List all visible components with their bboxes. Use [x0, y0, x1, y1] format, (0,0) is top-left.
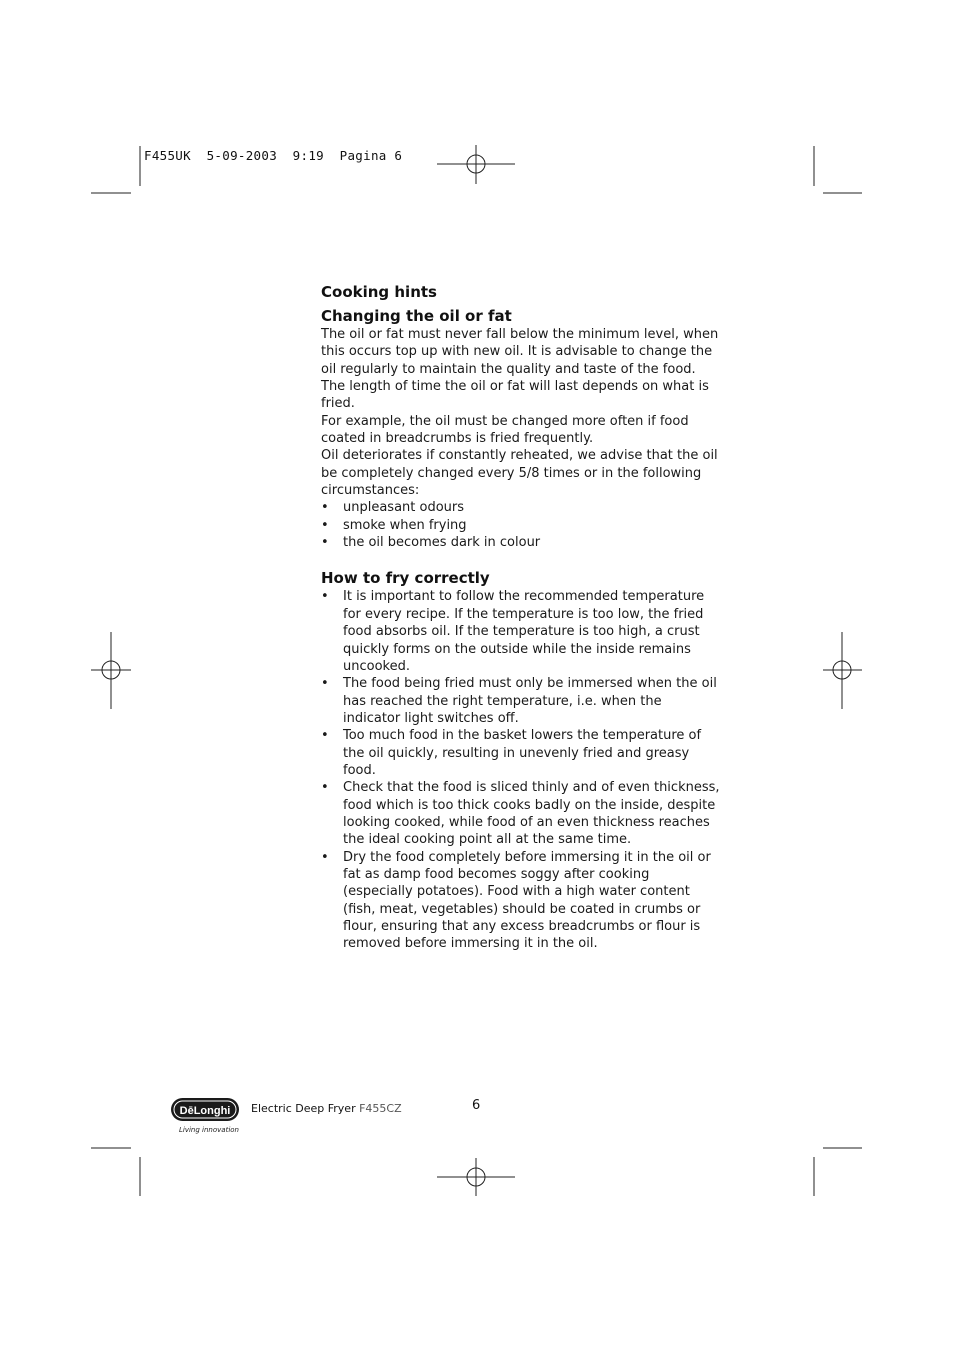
- registration-mark-top: [437, 145, 515, 184]
- brand-tagline: Living innovation: [179, 1126, 239, 1134]
- registration-mark-right: [823, 632, 862, 709]
- delonghi-logo: [170, 1097, 242, 1123]
- oil-paragraph: For example, the oil must be changed more often if food coated in breadcrumbs is fried frequently.: [321, 413, 689, 447]
- fry-heading: How to fry correctly: [321, 569, 490, 588]
- fry-bullet-list: [321, 588, 721, 952]
- bullet-icon: •: [321, 676, 329, 692]
- print-slug: F455UK 5-09-2003 9:19 Pagina 6: [144, 148, 403, 163]
- bullet-icon: •: [321, 500, 329, 516]
- list-item: • Check that the food is sliced thinly and of even thickness, food which is too thick cooks badly on the inside, despite looking cooked, while food of an even thickness reaches the ideal cooking point all at the same time.: [321, 780, 720, 848]
- registration-mark-bottom: [437, 1158, 515, 1196]
- list-item: • unpleasant odours: [321, 500, 465, 516]
- product-model: F455CZ: [359, 1102, 402, 1115]
- oil-bullet-list: [321, 499, 721, 551]
- page-number: 6: [472, 1098, 481, 1113]
- oil-paragraph: Oil deteriorates if constantly reheated, we advise that the oil be completely changed every 5/8 times or in the following circumstances:: [321, 448, 718, 499]
- list-item: • smoke when frying: [321, 517, 467, 533]
- product-label: [251, 1102, 402, 1115]
- bullet-icon: •: [321, 535, 329, 551]
- page-content: [321, 282, 721, 953]
- bullet-icon: •: [321, 849, 329, 865]
- bullet-icon: •: [321, 589, 329, 605]
- oil-paragraph: The oil or fat must never fall below the minimum level, when this occurs top up with new oil. It is advisable to change the oil regularly to maintain the quality and taste of the food. The length of time the oil or fat will last depends on what is fried.: [321, 327, 719, 412]
- registration-mark-left: [91, 632, 131, 709]
- list-item: • It is important to follow the recommended temperature for every recipe. If the temperature is too low, the fried food absorbs oil. If the temperature is too high, a crust quickly forms on the outside while the inside remains uncooked.: [321, 589, 705, 674]
- list-item: • Too much food in the basket lowers the temperature of the oil quickly, resulting in unevenly fried and greasy food.: [321, 728, 702, 778]
- bullet-icon: •: [321, 517, 329, 533]
- list-item: • the oil becomes dark in colour: [321, 535, 541, 551]
- bullet-icon: •: [321, 728, 329, 744]
- product-name: Electric Deep Fryer: [251, 1102, 356, 1115]
- bullet-icon: •: [321, 780, 329, 796]
- oil-heading: Changing the oil or fat: [321, 307, 512, 325]
- brand-name: DēLonghi: [179, 1105, 231, 1117]
- list-item: • Dry the food completely before immersing it in the oil or fat as damp food becomes soggy after cooking (especially potatoes). Food with a high water content (fish, meat, vegetables) should be coated in crumbs or flour, ensuring that any excess breadcrumbs or flour is removed before immersing it in the oil.: [321, 849, 711, 952]
- list-item: • The food being fried must only be immersed when the oil has reached the right temperature, i.e. when the indicator light switches off.: [321, 676, 717, 726]
- section-title: Cooking hints: [321, 283, 437, 301]
